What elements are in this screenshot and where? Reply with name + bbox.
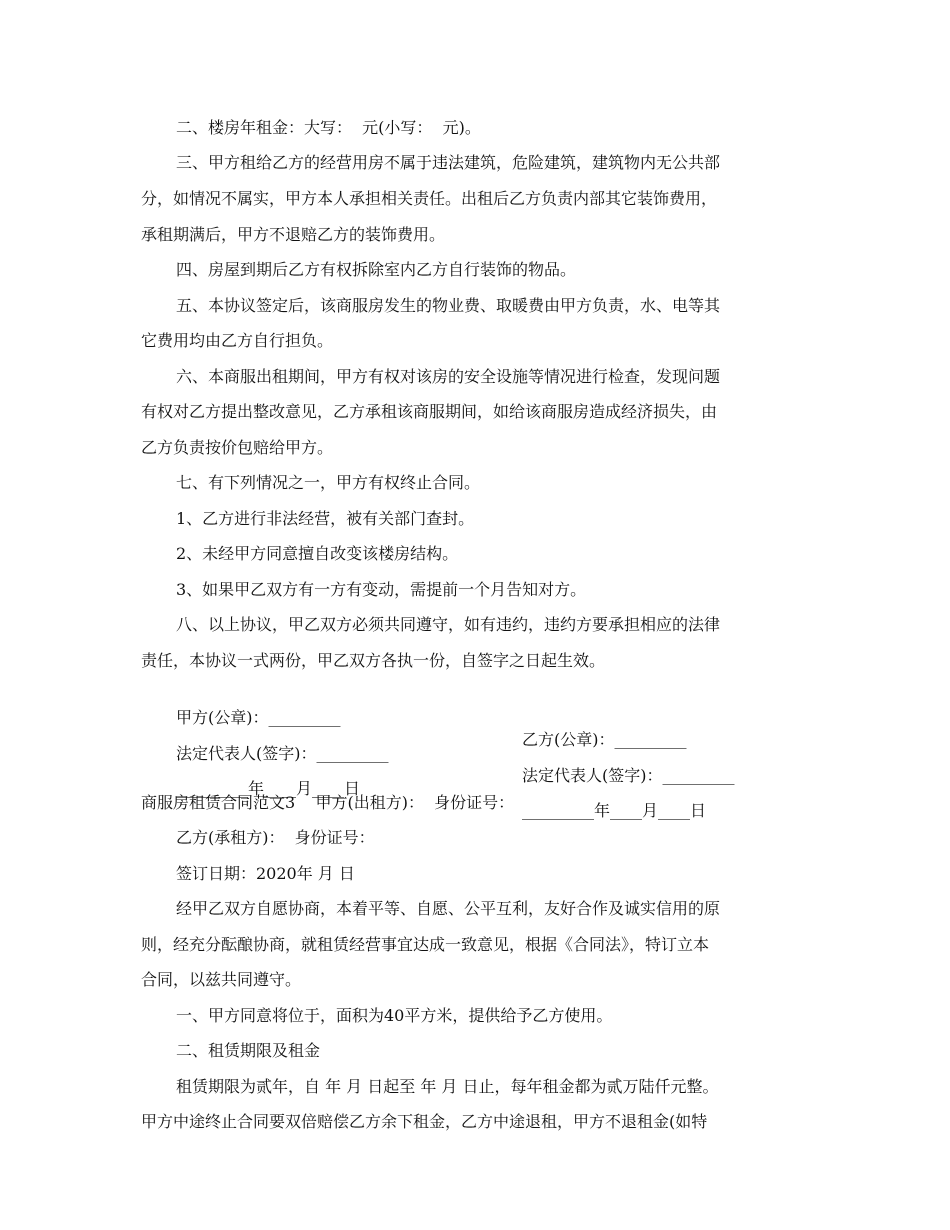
paragraph-line: 八、以上协议，甲乙双方必须共同遵守，如有违约，违约方要承担相应的法律 <box>176 615 721 634</box>
right-party-seal: 乙方(公章)：_________ <box>522 730 687 749</box>
left-representative: 法定代表人(签字)：_________ <box>176 744 389 763</box>
paragraph-line: 二、租赁期限及租金 <box>176 1041 321 1060</box>
paragraph-line: 责任，本协议一式两份，甲乙双方各执一份，自签字之日起生效。 <box>141 651 606 670</box>
paragraph-line: 2、未经甲方同意擅自改变该楼房结构。 <box>176 544 459 563</box>
paragraph-line: 租赁期限为贰年，自 年 月 日起至 年 月 日止，每年租金都为贰万陆仟元整。 <box>176 1077 719 1096</box>
left-party-seal: 甲方(公章)：_________ <box>176 708 341 727</box>
left-date: _________年____月____日 <box>176 779 361 798</box>
paragraph-line: 七、有下列情况之一，甲方有权终止合同。 <box>176 473 481 492</box>
paragraph-line: 3、如果甲乙双方有一方有变动，需提前一个月告知对方。 <box>176 580 587 599</box>
paragraph-line: 一、甲方同意将位于，面积为40平方米，提供给予乙方使用。 <box>176 1006 613 1025</box>
paragraph-line: 合同，以兹共同遵守。 <box>141 970 302 989</box>
paragraph-line: 则，经充分酝酿协商，就租赁经营事宜达成一致意见，根据《合同法》，特订立本 <box>141 935 710 954</box>
paragraph-line: 签订日期：2020年 月 日 <box>176 864 355 883</box>
paragraph-line: 二、楼房年租金：大写： 元(小写： 元)。 <box>176 118 481 137</box>
paragraph-line: 有权对乙方提出整改意见，乙方承租该商服期间，如给该商服房造成经济损失，由 <box>141 402 718 421</box>
paragraph-line: 甲方中途终止合同要双倍赔偿乙方余下租金，乙方中途退租，甲方不退租金(如特 <box>141 1112 708 1131</box>
paragraph-line: 四、房屋到期后乙方有权拆除室内乙方自行装饰的物品。 <box>176 260 577 279</box>
paragraph-line: 经甲乙双方自愿协商，本着平等、自愿、公平互利，友好合作及诚实信用的原 <box>176 899 721 918</box>
paragraph-line: 五、本协议签定后，该商服房发生的物业费、取暖费由甲方负责，水、电等其 <box>176 296 721 315</box>
paragraph-line: 分，如情况不属实，甲方本人承担相关责任。出租后乙方负责内部其它装饰费用， <box>141 189 718 208</box>
paragraph-line: 1、乙方进行非法经营，被有关部门查封。 <box>176 509 475 528</box>
right-date: _________年____月____日 <box>522 801 707 820</box>
paragraph-line: 六、本商服出租期间，甲方有权对该房的安全设施等情况进行检查，发现问题 <box>176 367 721 386</box>
paragraph-line: 三、甲方租给乙方的经营用房不属于违法建筑，危险建筑，建筑物内无公共部 <box>176 153 721 172</box>
right-representative: 法定代表人(签字)：_________ <box>522 766 735 785</box>
paragraph-line: 商服房租赁合同范文3 甲方(出租方)： 身份证号： <box>141 793 515 812</box>
paragraph-line: 乙方负责按价包赔给甲方。 <box>141 438 334 457</box>
paragraph-line: 它费用均由乙方自行担负。 <box>141 331 334 350</box>
paragraph-line: 承租期满后，甲方不退赔乙方的装饰费用。 <box>141 225 446 244</box>
paragraph-line: 乙方(承租方)： 身份证号： <box>176 828 375 847</box>
